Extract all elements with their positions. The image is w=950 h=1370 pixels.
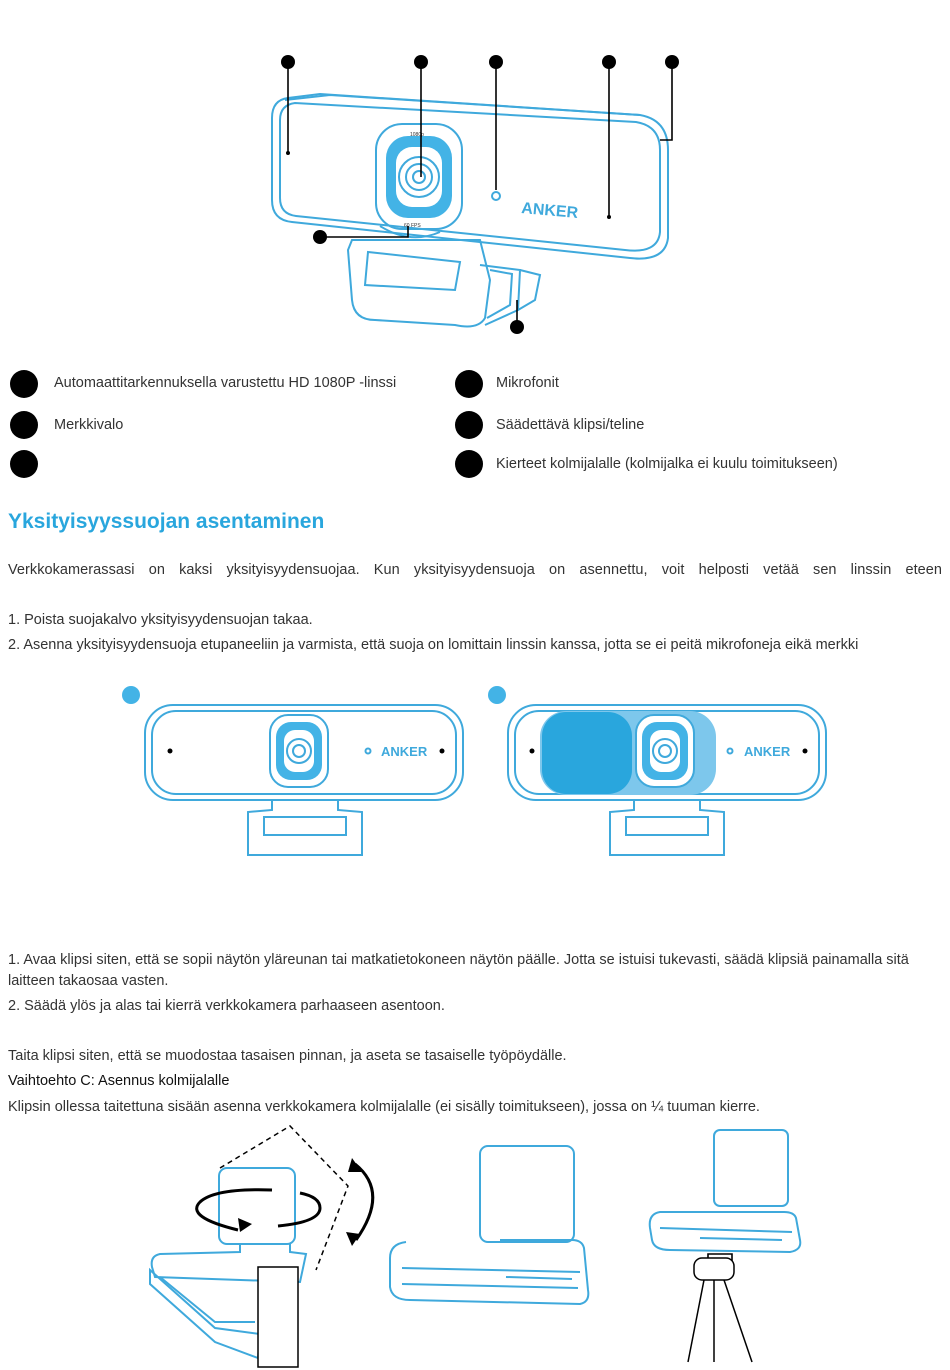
option-c-title: Vaihtoehto C: Asennus kolmijalalle (8, 1073, 230, 1089)
legend-item-clip: Säädettävä klipsi/teline (496, 417, 645, 433)
privacy-cover-diagram (0, 685, 950, 865)
lens-fps-label: 60 FPS (404, 223, 421, 229)
monitor-step-2: 2. Säädä ylös ja alas tai kierrä verkkokamera parhaaseen asentoon. (8, 998, 445, 1014)
privacy-step-2: 2. Asenna yksityisyydensuoja etupaneeliin ja varmista, että suoja on lomittain linssin kanssa, jotta se ei peitä mikrofoneja eikä merkki (8, 637, 859, 653)
privacy-intro: Verkkokamerassasi on kaksi yksityisyydensuojaa. Kun yksityisyydensuoja on asennettu, voit helposti vetää sen linssin eteen (8, 562, 942, 578)
monitor-step-1: 1. Avaa klipsi siten, että se sopii näytön yläreunan tai matkatietokoneen näytön päälle. Jotta se istuisi tukevasti, säädä klipsiä painamalla sitä laitteen takaosaa vasten. (8, 952, 909, 989)
desk-mount-text: Taita klipsi siten, että se muodostaa tasaisen pinnan, ja aseta se tasaiselle työpöydälle. (8, 1048, 567, 1064)
legend-item-lens: Automaattitarkennuksella varustettu HD 1080P -linssi (54, 375, 397, 391)
webcam-parts-diagram (0, 0, 950, 345)
option-c-text: Klipsin ollessa taitettuna sisään asenna verkkokamera kolmijalalle (ei sisälly toimitukseen), jossa on ¼ tuuman kierre. (8, 1099, 760, 1115)
privacy-section-heading: Yksityisyyssuojan asentaminen (8, 510, 325, 533)
legend-item-indicator: Merkkivalo (54, 417, 124, 433)
legend-marker-6 (455, 450, 483, 478)
lens-resolution-label: 1080p (410, 132, 424, 138)
brand-logo: ANKER (520, 200, 579, 222)
legend-item-microphones: Mikrofonit (496, 375, 559, 391)
mounting-options-diagram (0, 1122, 950, 1367)
legend-item-tripod-thread: Kierteet kolmijalalle (kolmijalka ei kuulu toimitukseen) (496, 456, 838, 472)
legend-marker-5 (455, 411, 483, 439)
legend-marker-4 (455, 370, 483, 398)
legend-marker-3 (10, 450, 38, 478)
brand-logo-b: ANKER (744, 744, 791, 759)
brand-logo-a: ANKER (381, 744, 428, 759)
privacy-step-1: 1. Poista suojakalvo yksityisyydensuojan takaa. (8, 612, 313, 628)
legend-marker-1 (10, 370, 38, 398)
legend-marker-2 (10, 411, 38, 439)
